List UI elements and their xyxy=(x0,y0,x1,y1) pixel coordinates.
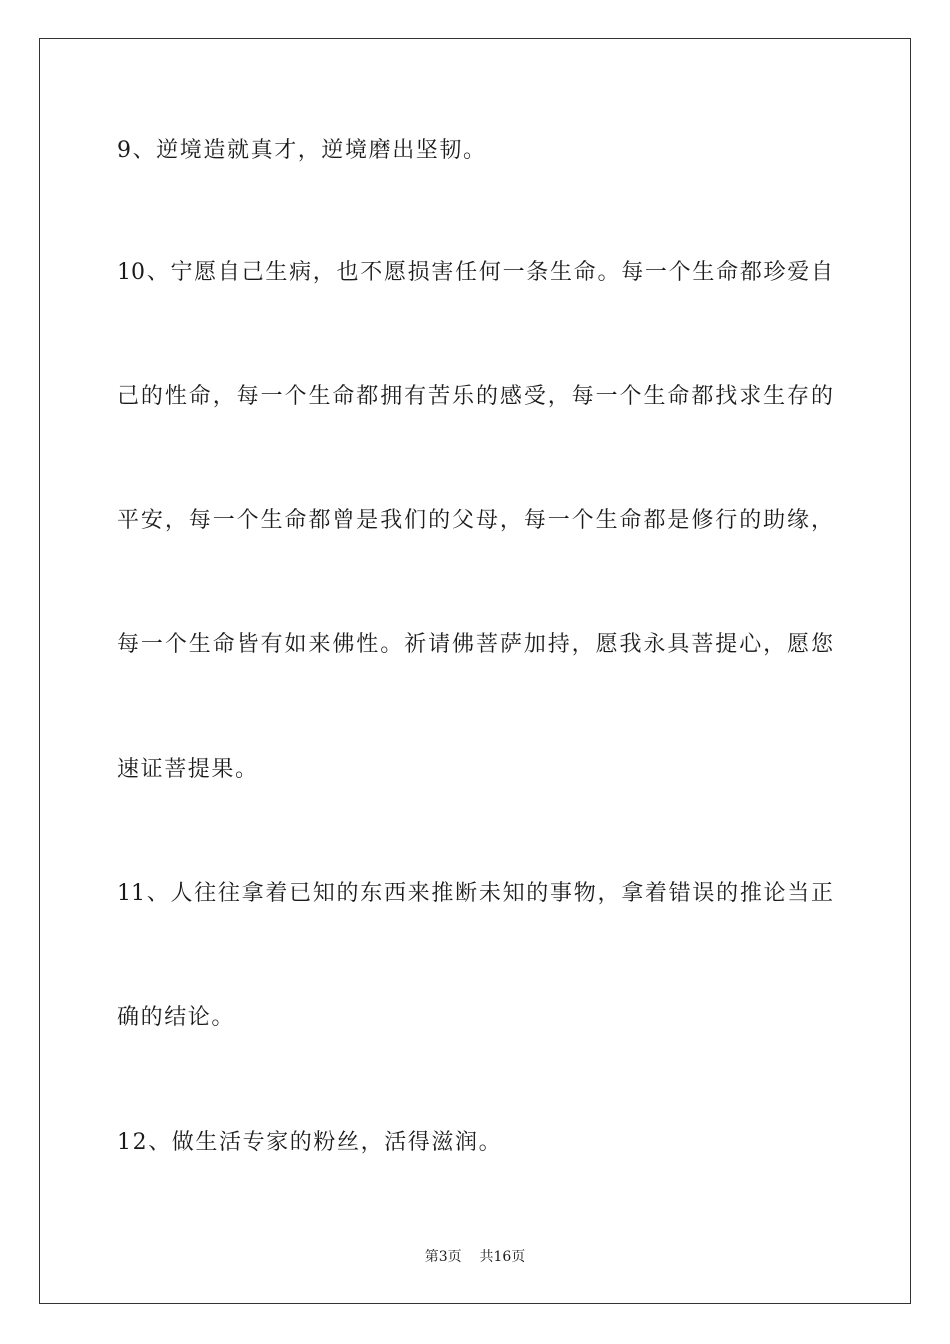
paragraph-line-10e: 速证菩提果。 xyxy=(117,757,259,782)
page-footer xyxy=(0,1248,950,1266)
paragraph-line-10d: 每一个生命皆有如来佛性。祈请佛菩萨加持，愿我永具菩提心，愿您 xyxy=(117,632,833,657)
page-total: 共16页 xyxy=(479,1249,526,1265)
paragraph-line-9: 9、逆境造就真才，逆境磨出坚韧。 xyxy=(117,138,487,163)
page-number: 第3页 xyxy=(424,1249,462,1265)
paragraph-line-10c: 平安，每一个生命都曾是我们的父母，每一个生命都是修行的助缘， xyxy=(117,508,833,533)
paragraph-line-12: 12、做生活专家的粉丝，活得滋润。 xyxy=(117,1130,503,1155)
paragraph-line-11b: 确的结论。 xyxy=(117,1005,236,1030)
paragraph-line-11a: 11、人往往拿着已知的东西来推断未知的事物，拿着错误的推论当正 xyxy=(117,881,833,906)
paragraph-line-10b: 己的性命，每一个生命都拥有苦乐的感受，每一个生命都找求生存的 xyxy=(117,384,833,409)
page-border xyxy=(39,38,911,1304)
paragraph-line-10a: 10、宁愿自己生病，也不愿损害任何一条生命。每一个生命都珍爱自 xyxy=(117,260,833,285)
